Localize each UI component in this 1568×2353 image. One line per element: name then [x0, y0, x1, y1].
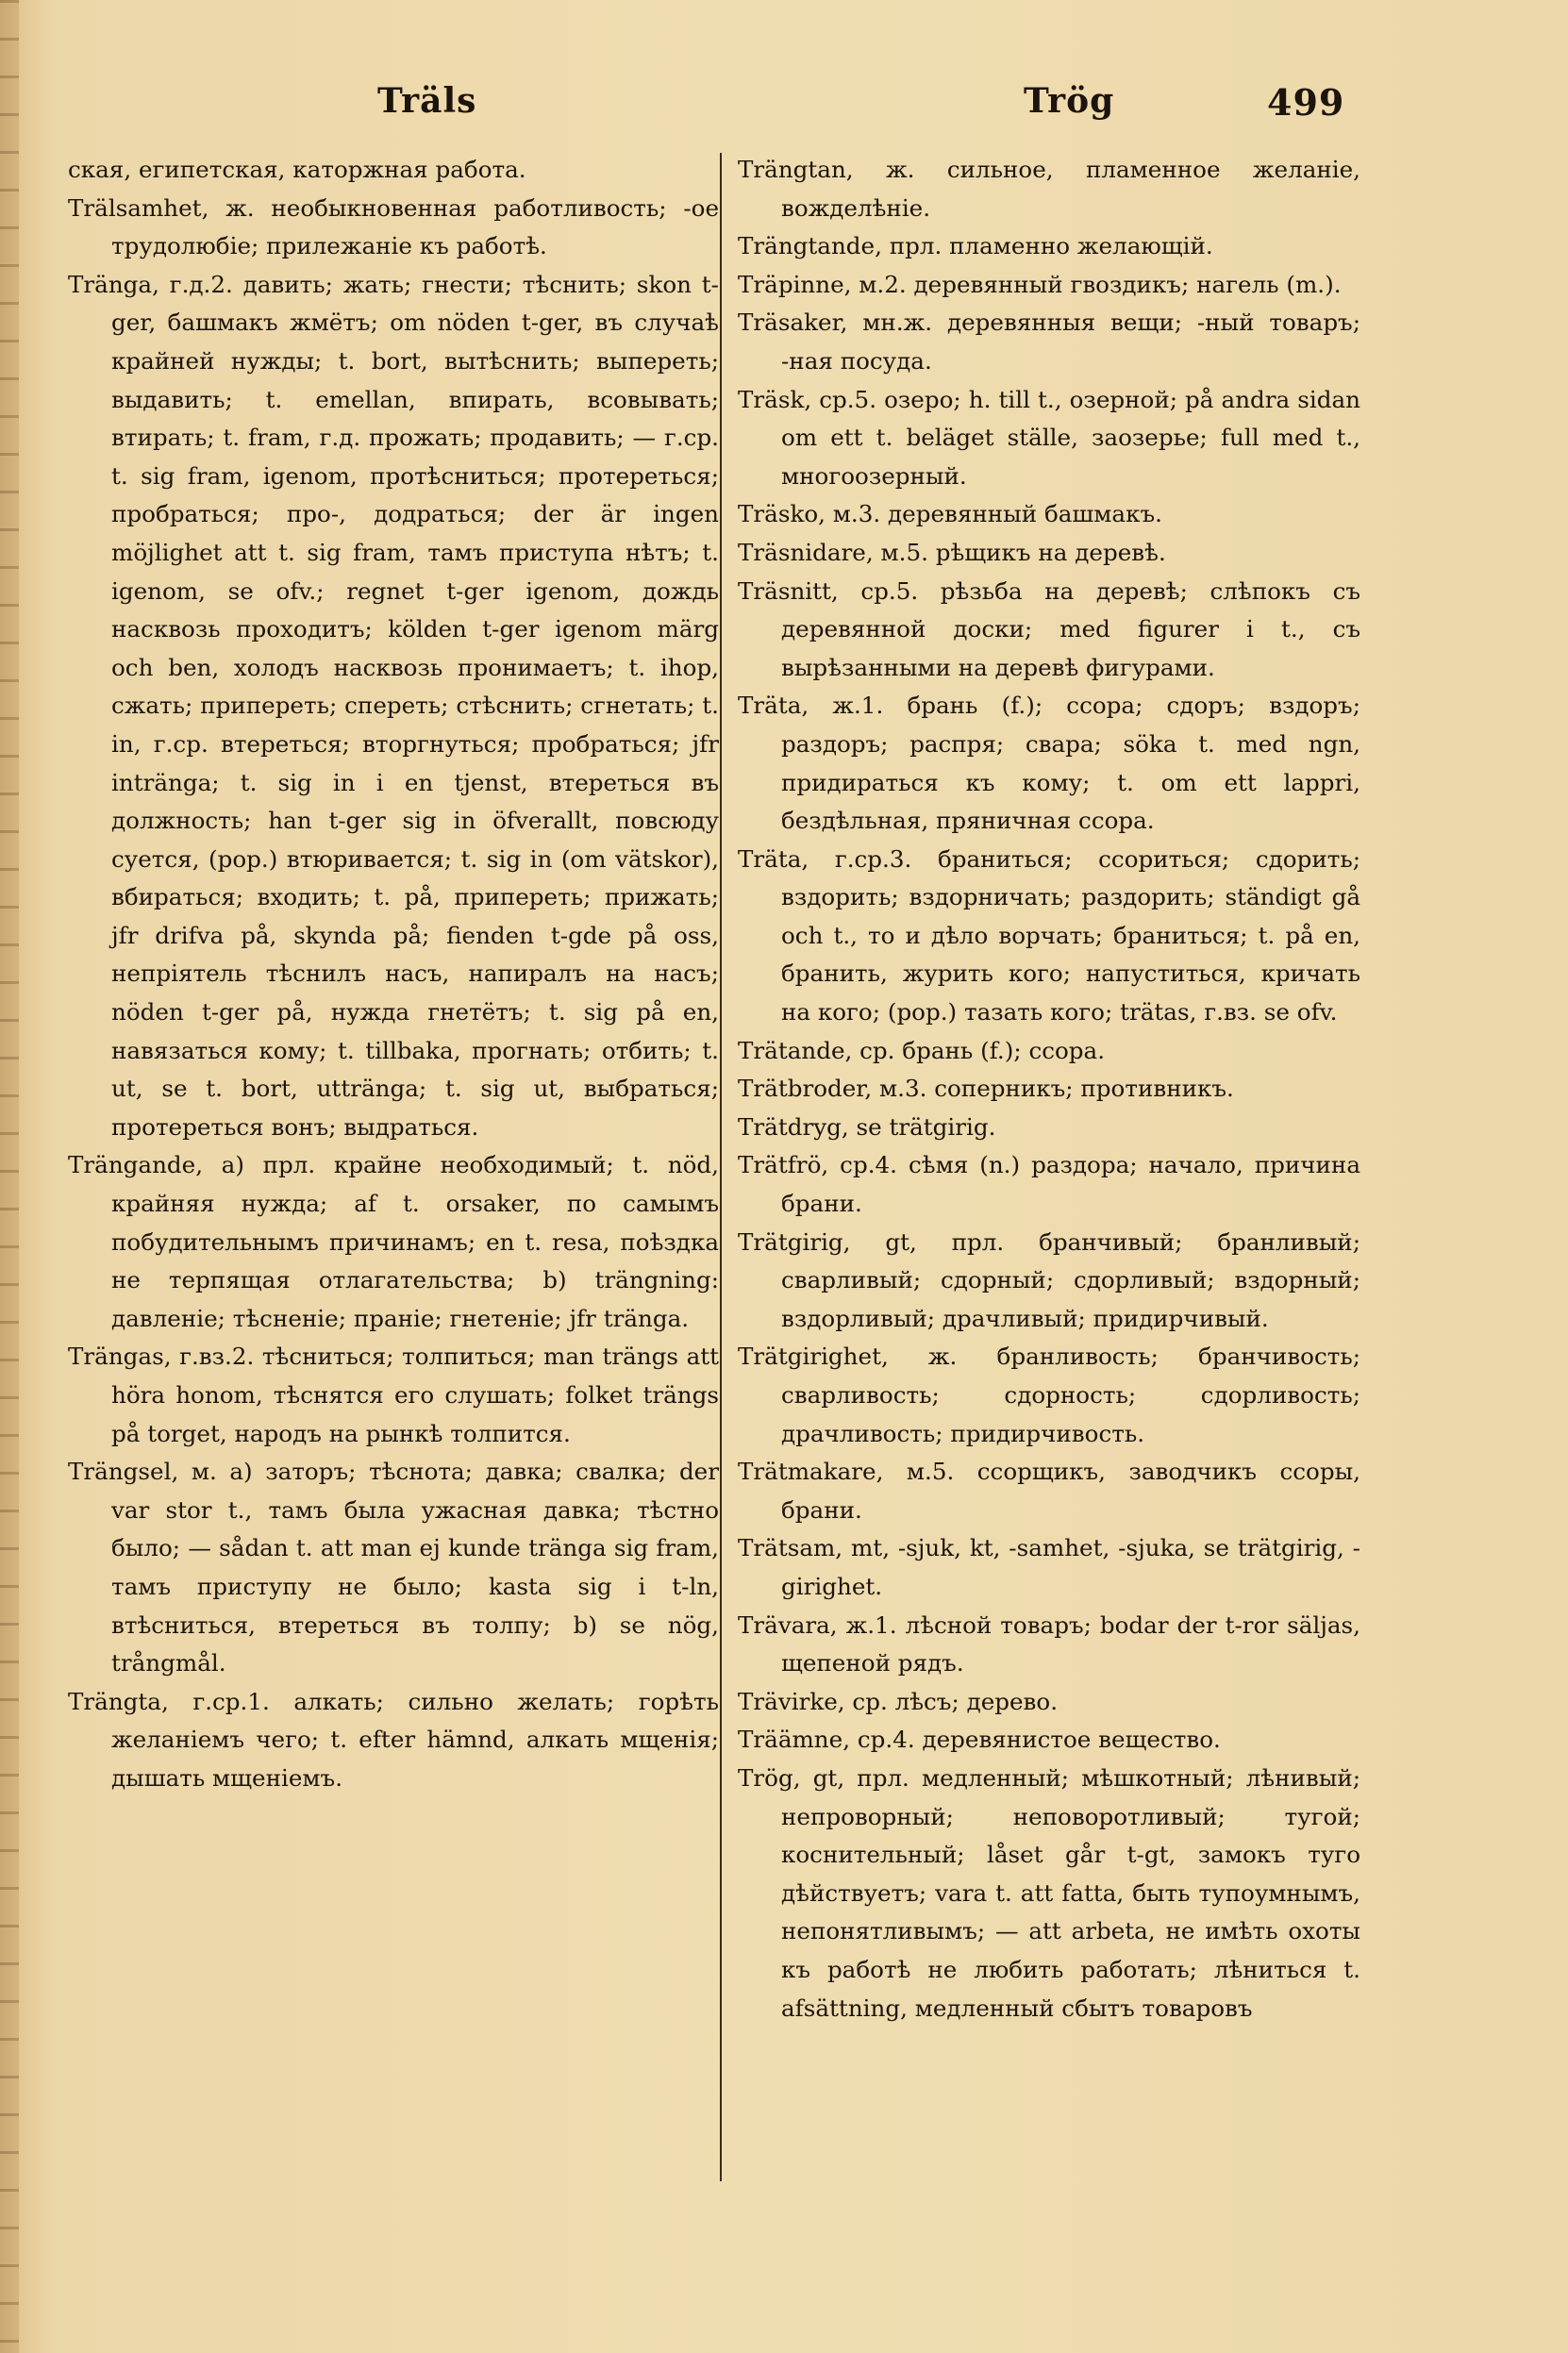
header-left-guideword: Träls: [377, 81, 477, 121]
dictionary-entry: Trängsel, м. а) заторъ; тѣснота; давка; свалка; der var stor t., тамъ была ужасная давка; тѣстно было; — sådan t. att man ej kunde tränga sig fram, тамъ приступу не было; kasta sig i t-ln, втѣсниться, втереться въ толпу; b) se nög, trångmål.: [68, 1458, 719, 1677]
page-binding-edge: [0, 0, 19, 2353]
left-column: [68, 151, 719, 1798]
dictionary-entry: Trätmakare, м.5. ссорщикъ, заводчикъ ссоры, брани.: [738, 1458, 1360, 1524]
dictionary-entry: Trätbroder, м.3. соперникъ; противникъ.: [738, 1075, 1234, 1103]
page-number: 499: [1267, 81, 1345, 124]
dictionary-entry: Trög, gt, прл. медленный; мѣшкотный; лѣнивый; непроворный; неповоротливый; тугой; коснительный; låset går t-gt, замокъ туго дѣйствуетъ; vara t. att fatta, быть тупоумнымъ, непонятливымъ; — att arbeta, не имѣть охоты къ работѣ не любить работать; лѣниться t. afsättning, медленный сбытъ товаровъ: [738, 1763, 1360, 2022]
dictionary-entry: Träämne, ср.4. деревянистое вещество.: [738, 1726, 1221, 1754]
dictionary-entry: Trätfrö, ср.4. сѣмя (n.) раздора; начало, причина брани.: [738, 1151, 1360, 1218]
dictionary-entry: Träsnidare, м.5. рѣщикъ на деревѣ.: [738, 538, 1166, 566]
dictionary-entry: Trätgirig, gt, прл. бранчивый; бранливый; сварливый; сдорный; сдорливый; вздорный; вздорливый; драчливый; придирчивый.: [738, 1227, 1360, 1332]
dictionary-entry: Trätdryg, se trätgirig.: [738, 1112, 996, 1141]
dictionary-entry: Trängas, г.вз.2. тѣсниться; толпиться; man trängs att höra honom, тѣснятся его слушать; folket trängs på torget, народъ на рынкѣ толпится.: [68, 1343, 719, 1447]
dictionary-entry: Trätsam, mt, -sjuk, kt, -samhet, -sjuka, se trätgirig, -girighet.: [738, 1534, 1360, 1600]
header-right-guideword: Trög: [1024, 81, 1115, 121]
dictionary-entry: ская, египетская, каторжная работа.: [68, 156, 526, 183]
dictionary-entry: Trängtan, ж. сильное, пламенное желаніе, вожделѣніе.: [738, 156, 1360, 222]
dictionary-entry: Trängta, г.ср.1. алкать; сильно желать; горѣть желаніемъ чего; t. efter hämnd, алкать мщенія; дышать мщеніемъ.: [68, 1687, 719, 1792]
dictionary-entry: Träta, г.ср.3. браниться; ссориться; сдорить; вздорить; вздорничать; раздорить; ständigt gå och t., то и дѣло ворчать; браниться; t. på en, бранить, журить кого; напуститься, кричать на кого; (рор.) тазать кого; trätas, г.вз. se ofv.: [738, 844, 1360, 1026]
dictionary-entry: Trätande, ср. брань (f.); ссора.: [738, 1036, 1106, 1064]
dictionary-entry: Trävirke, ср. лѣсъ; дерево.: [738, 1687, 1059, 1715]
dictionary-entry: Trängtande, прл. пламенно желающій.: [738, 232, 1213, 260]
dictionary-entry: Träta, ж.1. брань (f.); ссора; сдоръ; вздоръ; раздоръ; распря; свара; söka t. med ngn, придираться къ кому; t. om ett lappri, бездѣльная, пряничная ссора.: [738, 692, 1360, 835]
dictionary-entry: Träsk, ср.5. озеро; h. till t., озерной; på andra sidan om ett t. beläget ställe, заозерье; full med t., многоозерный.: [738, 385, 1360, 490]
dictionary-entry: Trängande, а) прл. крайне необходимый; t. nöd, крайняя нужда; af t. orsaker, по самымъ побудительнымъ причинамъ; en t. resa, поѣздка не терпящая отлагательства; b) trängning: давленіе; тѣсненіе; праніе; гнетеніе; jfr tränga.: [68, 1151, 719, 1332]
dictionary-entry: Träsaker, мн.ж. деревянныя вещи; -ный товаръ; -ная посуда.: [738, 309, 1360, 375]
right-column: [738, 151, 1360, 2028]
column-divider: [720, 153, 722, 2181]
dictionary-entry: Tränga, г.д.2. давить; жать; гнести; тѣснить; skon t-ger, башмакъ жмётъ; om nöden t-ger, въ случаѣ крайней нужды; t. bort, вытѣснить; выпереть; выдавить; t. emellan, впирать, всовывать; втирать; t. fram, г.д. прожать; продавить; — г.ср. t. sig fram, igenom, протѣсниться; протереться; пробраться; про-, додраться; der är ingen möjlighet att t. sig fram, тамъ приступа нѣтъ; t. igenom, se ofv.; regnet t-ger igenom, дождь насквозь проходитъ; kölden t-ger igenom märg och ben, холодъ насквозь пронимаетъ; t. ihop, сжать; припереть; спереть; стѣснить; сгнетать; t. in, г.ср. втереться; вторгнуться; пробраться; jfr intränga; t. sig in i en tjenst, втереться въ должность; han t-ger sig in öfverallt, повсюду суется, (рор.) втюривается; t. sig in (om vätskor), вбираться; входить; t. på, припереть; прижать; jfr drifva på, skynda på; fienden t-gde på oss, непріятель тѣснилъ насъ, напиралъ на насъ; nöden t-ger på, нужда гнетётъ; t. sig på en, навязаться кому; t. tillbaka, прогнать; отбить; t. ut, se t. bort, uttränga; t. sig ut, выбраться; протереться вонъ; выдраться.: [68, 270, 719, 1141]
dictionary-entry: Träsko, м.3. деревянный башмакъ.: [738, 500, 1162, 528]
dictionary-entry: Trälsamhet, ж. необыкновенная работливость; -ое трудолюбіе; прилежаніе къ работѣ.: [68, 193, 719, 260]
dictionary-entry: Träsnitt, ср.5. рѣзьба на деревѣ; слѣпокъ съ деревянной доски; med figurer i t., съ вырѣзанными на деревѣ фигурами.: [738, 576, 1360, 681]
page-header: [0, 81, 1568, 138]
dictionary-entry: Trätgirighet, ж. бранливость; бранчивость; сварливость; сдорность; сдорливость; драчливость; придирчивость.: [738, 1343, 1360, 1447]
dictionary-entry: Trävara, ж.1. лѣсной товаръ; bodar der t-ror säljas, щепеной рядъ.: [738, 1610, 1360, 1677]
dictionary-entry: Träpinne, м.2. деревянный гвоздикъ; нагель (m.).: [738, 270, 1342, 298]
